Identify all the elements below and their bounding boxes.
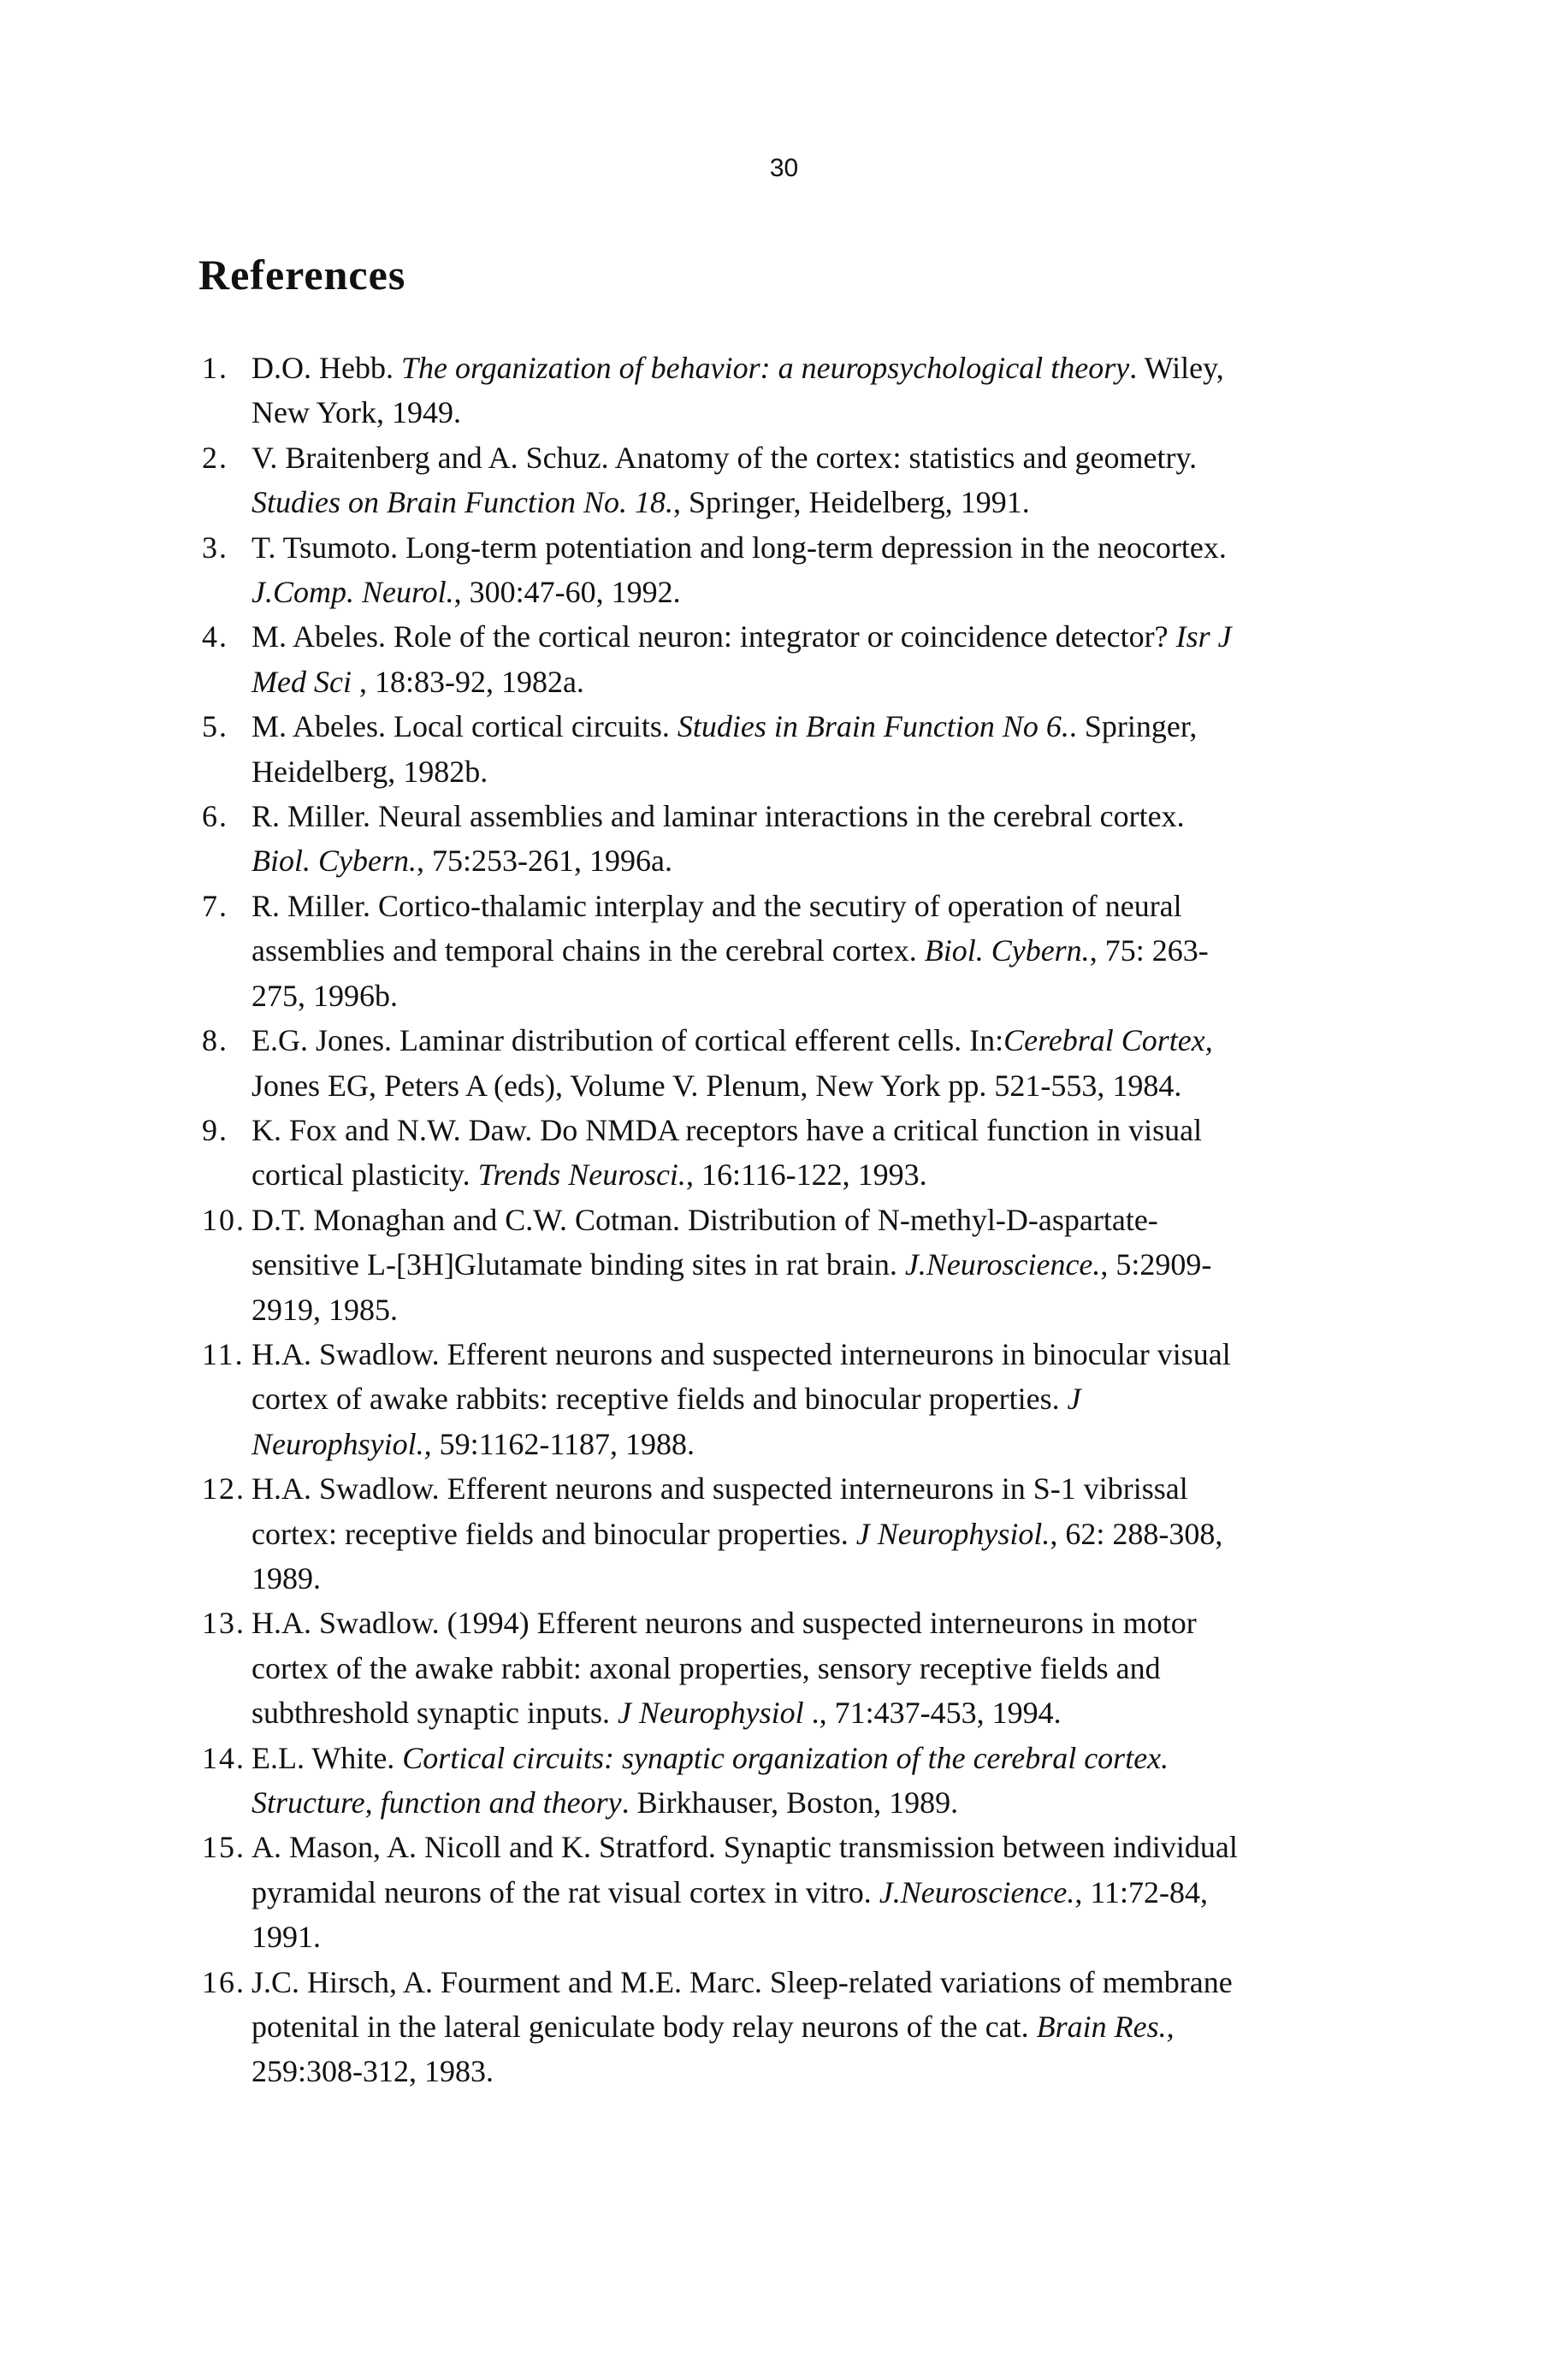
text-segment: D.O. Hebb. — [251, 351, 401, 385]
reference-line — [251, 1152, 1382, 1197]
reference-item — [202, 1198, 1382, 1332]
text-segment: , 75: 263- — [1089, 933, 1209, 968]
italic-title: Isr J — [1175, 619, 1232, 654]
reference-line — [251, 346, 1382, 390]
italic-title: Structure, function and theory — [251, 1785, 622, 1820]
text-segment: , 18:83-92, 1982a. — [351, 664, 584, 699]
italic-title: J Neurophysiol — [617, 1696, 804, 1731]
reference-number: 7. — [202, 888, 228, 923]
reference-number: 3. — [202, 530, 228, 565]
reference-text — [251, 1018, 1382, 1108]
text-segment: V. Braitenberg and A. Schuz. Anatomy of the cortex: statistics and geometry. — [251, 440, 1198, 475]
text-segment: New York, 1949. — [251, 395, 462, 430]
reference-number: 15. — [202, 1830, 246, 1865]
reference-line — [251, 1915, 1382, 1959]
reference-text — [251, 1825, 1382, 1959]
reference-line — [251, 794, 1382, 838]
reference-line — [251, 1466, 1382, 1511]
text-segment: 1989. — [251, 1560, 321, 1595]
text-segment: 2919, 1985. — [251, 1292, 398, 1327]
italic-title: J.Neuroscience. — [879, 1874, 1075, 1909]
reference-item — [202, 435, 1382, 525]
reference-number: 8. — [202, 1023, 228, 1058]
reference-item — [202, 346, 1382, 435]
text-segment: , 300:47-60, 1992. — [453, 575, 681, 610]
section-heading: References — [198, 251, 406, 299]
italic-title: J Neurophysiol. — [855, 1516, 1050, 1551]
text-segment: cortex of awake rabbits: receptive fields and binocular properties. — [251, 1382, 1068, 1417]
reference-line — [251, 1736, 1382, 1780]
reference-line — [251, 884, 1382, 928]
text-segment: D.T. Monaghan and C.W. Cotman. Distribution of N-methyl-D-aspartate- — [251, 1202, 1158, 1237]
reference-number: 2. — [202, 440, 228, 475]
text-segment: Heidelberg, 1982b. — [251, 754, 488, 789]
italic-title: J.Neuroscience. — [904, 1247, 1101, 1282]
italic-title: Studies on Brain Function No. 18. — [251, 485, 673, 520]
reference-text — [251, 1108, 1382, 1198]
reference-number: 4. — [202, 619, 228, 654]
reference-line — [251, 570, 1382, 614]
reference-line — [251, 1556, 1382, 1601]
text-segment: potenital in the lateral geniculate body relay neurons of the cat. — [251, 2010, 1037, 2045]
reference-line — [251, 1646, 1382, 1690]
reference-item — [202, 1601, 1382, 1735]
text-segment: assemblies and temporal chains in the cerebral cortex. — [251, 933, 925, 968]
reference-line — [251, 1825, 1382, 1869]
text-segment: M. Abeles. Local cortical circuits. — [251, 709, 677, 744]
reference-line — [251, 1332, 1382, 1376]
reference-line — [251, 660, 1382, 704]
reference-line — [251, 1063, 1382, 1108]
reference-line — [251, 1690, 1382, 1735]
reference-line — [251, 749, 1382, 794]
italic-title: J.Comp. Neurol. — [251, 575, 454, 610]
italic-title: Cortical circuits: synaptic organization of the cerebral cortex. — [402, 1740, 1169, 1775]
reference-item — [202, 1108, 1382, 1198]
text-segment: 1991. — [251, 1920, 321, 1955]
reference-number: 14. — [202, 1740, 246, 1775]
reference-line — [251, 435, 1382, 480]
reference-text — [251, 1466, 1382, 1601]
reference-item — [202, 1736, 1382, 1826]
italic-title: J — [1067, 1382, 1081, 1417]
reference-text — [251, 346, 1382, 435]
text-segment: K. Fox and N.W. Daw. Do NMDA receptors have a critical function in visual — [251, 1112, 1203, 1147]
reference-item — [202, 884, 1382, 1018]
reference-text — [251, 704, 1382, 794]
reference-text — [251, 525, 1382, 615]
reference-item — [202, 1825, 1382, 1959]
reference-text — [251, 794, 1382, 884]
text-segment: cortical plasticity. — [251, 1157, 478, 1193]
text-segment: E.G. Jones. Laminar distribution of cortical efferent cells. In: — [251, 1023, 1004, 1058]
reference-line — [251, 1780, 1382, 1825]
text-segment: 275, 1996b. — [251, 978, 398, 1013]
text-segment: . Birkhauser, Boston, 1989. — [621, 1785, 959, 1820]
reference-line — [251, 2049, 1382, 2093]
reference-number: 11. — [202, 1336, 245, 1371]
reference-item — [202, 1466, 1382, 1601]
italic-title: Neurophsyiol., — [251, 1426, 432, 1461]
reference-line — [251, 1422, 1382, 1466]
reference-text — [251, 1332, 1382, 1466]
reference-line — [251, 928, 1382, 973]
text-segment: A. Mason, A. Nicoll and K. Stratford. Synaptic transmission between individual — [251, 1830, 1238, 1865]
text-segment: sensitive L-[3H]Glutamate binding sites in rat brain. — [251, 1247, 905, 1282]
reference-number: 5. — [202, 709, 228, 744]
text-segment: M. Abeles. Role of the cortical neuron: integrator or coincidence detector? — [251, 619, 1176, 654]
text-segment: . Wiley, — [1129, 351, 1224, 385]
text-segment: H.A. Swadlow. Efferent neurons and suspected interneurons in binocular visual — [251, 1336, 1231, 1371]
reference-line — [251, 1870, 1382, 1915]
reference-line — [251, 1108, 1382, 1152]
text-segment: subthreshold synaptic inputs. — [251, 1696, 618, 1731]
reference-item — [202, 704, 1382, 794]
text-segment: , Springer, Heidelberg, 1991. — [672, 485, 1030, 520]
text-segment: 59:1162-1187, 1988. — [431, 1426, 695, 1461]
reference-number: 6. — [202, 799, 228, 834]
reference-line — [251, 1242, 1382, 1287]
italic-title: Cerebral Cortex, — [1003, 1023, 1213, 1058]
reference-line — [251, 1198, 1382, 1242]
reference-text — [251, 1198, 1382, 1332]
italic-title: Brain Res., — [1036, 2010, 1175, 2045]
text-segment: pyramidal neurons of the rat visual cortex in vitro. — [251, 1874, 879, 1909]
text-segment: . Springer, — [1068, 709, 1198, 744]
reference-line — [251, 1601, 1382, 1645]
italic-title: Biol. Cybern. — [251, 844, 417, 879]
reference-text — [251, 1601, 1382, 1735]
reference-line — [251, 480, 1382, 524]
reference-item — [202, 1960, 1382, 2094]
text-segment: cortex of the awake rabbit: axonal properties, sensory receptive fields and — [251, 1650, 1161, 1685]
reference-line — [251, 974, 1382, 1018]
reference-item — [202, 525, 1382, 615]
reference-text — [251, 614, 1382, 704]
reference-number: 12. — [202, 1471, 246, 1507]
text-segment: , 75:253-261, 1996a. — [416, 844, 672, 879]
text-segment: J.C. Hirsch, A. Fourment and M.E. Marc. Sleep-related variations of membrane — [251, 1964, 1233, 1999]
text-segment: H.A. Swadlow. Efferent neurons and suspected interneurons in S-1 vibrissal — [251, 1471, 1188, 1507]
text-segment: ., 71:437-453, 1994. — [803, 1696, 1062, 1731]
reference-item — [202, 794, 1382, 884]
text-segment: H.A. Swadlow. (1994) Efferent neurons and suspected interneurons in motor — [251, 1606, 1197, 1641]
reference-line — [251, 1288, 1382, 1332]
text-segment: , 16:116-122, 1993. — [685, 1157, 927, 1193]
italic-title: Biol. Cybern. — [924, 933, 1090, 968]
reference-item — [202, 1018, 1382, 1108]
reference-line — [251, 704, 1382, 749]
reference-item — [202, 1332, 1382, 1466]
italic-title: The organization of behavior: a neuropsychological theory — [400, 351, 1130, 385]
reference-text — [251, 435, 1382, 525]
italic-title: Trends Neurosci. — [477, 1157, 686, 1193]
reference-number: 13. — [202, 1606, 246, 1641]
text-segment: E.L. White. — [251, 1740, 403, 1775]
reference-text — [251, 884, 1382, 1018]
text-segment: , 62: 288-308, — [1050, 1516, 1223, 1551]
reference-number: 16. — [202, 1964, 246, 1999]
italic-title: Med Sci — [251, 664, 352, 699]
text-segment: , 5:2909- — [1100, 1247, 1212, 1282]
reference-line — [251, 838, 1382, 883]
reference-line — [251, 390, 1382, 435]
reference-list — [202, 346, 1382, 2094]
text-segment: 259:308-312, 1983. — [251, 2054, 494, 2089]
reference-number: 1. — [202, 351, 228, 385]
text-segment: Jones EG, Peters A (eds), Volume V. Plenum, New York pp. 521-553, 1984. — [251, 1068, 1182, 1103]
reference-line — [251, 1376, 1382, 1421]
text-segment: T. Tsumoto. Long-term potentiation and long-term depression in the neocortex. — [251, 530, 1227, 565]
reference-line — [251, 1512, 1382, 1556]
text-segment: R. Miller. Neural assemblies and laminar interactions in the cerebral cortex. — [251, 799, 1185, 834]
reference-line — [251, 2004, 1382, 2049]
reference-line — [251, 1018, 1382, 1063]
reference-item — [202, 614, 1382, 704]
text-segment: R. Miller. Cortico-thalamic interplay and the secutiry of operation of neural — [251, 888, 1182, 923]
text-segment: cortex: receptive fields and binocular properties. — [251, 1516, 856, 1551]
italic-title: Studies in Brain Function No 6. — [677, 709, 1069, 744]
reference-text — [251, 1736, 1382, 1826]
reference-number: 9. — [202, 1112, 228, 1147]
reference-text — [251, 1960, 1382, 2094]
reference-line — [251, 525, 1382, 570]
page-number: 30 — [769, 154, 799, 182]
reference-line — [251, 1960, 1382, 2004]
reference-number: 10. — [202, 1202, 246, 1237]
reference-line — [251, 614, 1382, 659]
text-segment: , 11:72-84, — [1074, 1874, 1209, 1909]
